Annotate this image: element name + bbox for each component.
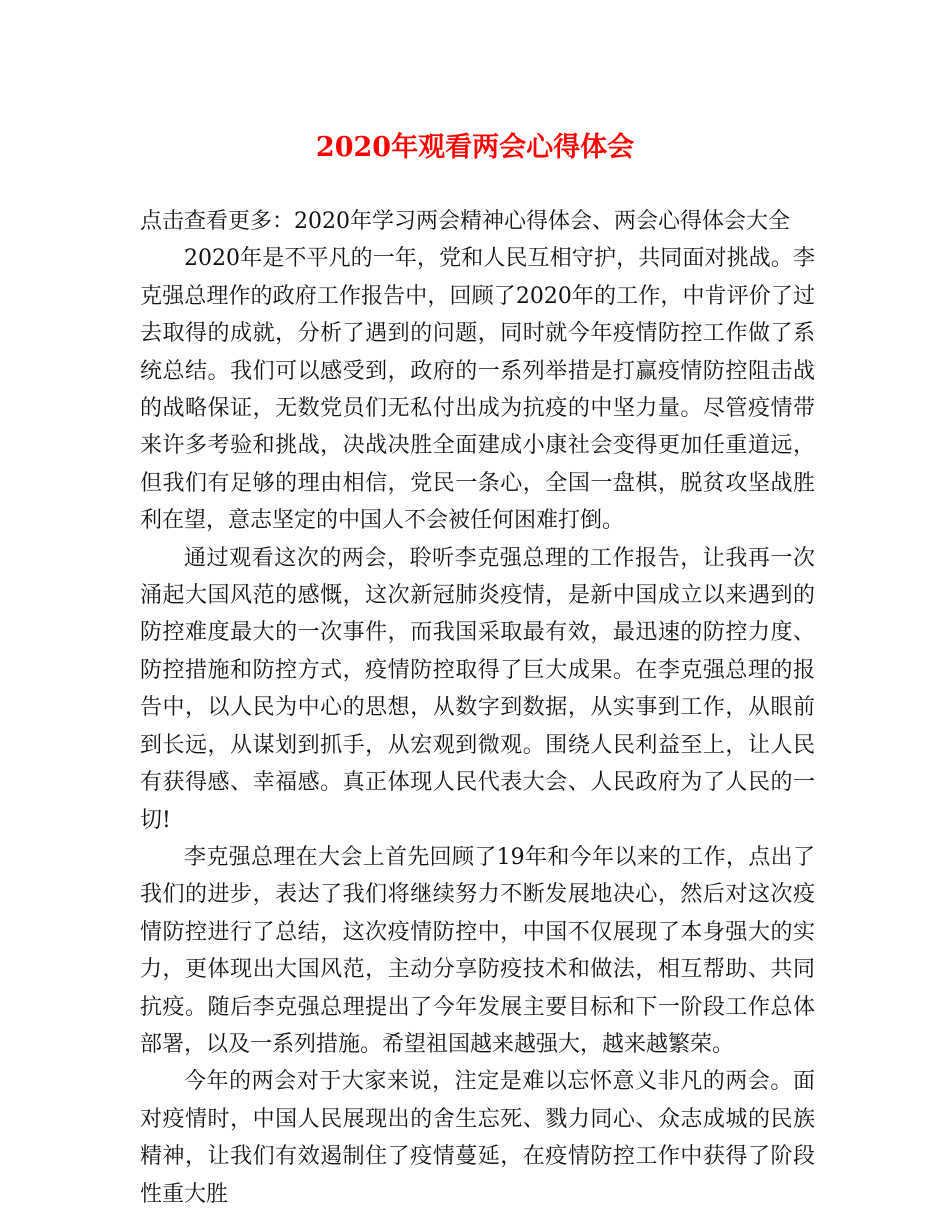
document-body bbox=[140, 203, 815, 1213]
paragraph-3: 李克强总理在大会上首先回顾了19年和今年以来的工作，点出了我们的进步，表达了我们将继续努力不断发展地决心，然后对这次疫情防控进行了总结，这次疫情防控中，中国不仅展现了本身强大的实力，更体现出大国风范，主动分享防疫技术和做法，相互帮助、共同抗疫。随后李克强总理提出了今年发展主要目标和下一阶段工作总体部署，以及一系列措施。希望祖国越来越强大，越来越繁荣。 bbox=[140, 844, 815, 1057]
intro-line: 点击查看更多：2020年学习两会精神心得体会、两会心得体会大全 bbox=[140, 209, 790, 234]
paragraph-4: 今年的两会对于大家来说，注定是难以忘怀意义非凡的两会。面对疫情时，中国人民展现出的舍生忘死、戮力同心、众志成城的民族精神，让我们有效遏制住了疫情蔓延，在疫情防控工作中获得了阶段性重大胜 bbox=[140, 1069, 815, 1207]
document-title: 2020年观看两会心得体会 bbox=[315, 132, 635, 163]
paragraph-1: 2020年是不平凡的一年，党和人民互相守护，共同面对挑战。李克强总理作的政府工作报告中，回顾了2020年的工作，中肯评价了过去取得的成就，分析了遇到的问题，同时就今年疫情防控工作做了系统总结。我们可以感受到，政府的一系列举措是打赢疫情防控阻击战的战略保证，无数党员们无私付出成为抗疫的中坚力量。尽管疫情带来许多考验和挑战，决战决胜全面建成小康社会变得更加任重道远，但我们有足够的理由相信，党民一条心，全国一盘棋，脱贫攻坚战胜利在望，意志坚定的中国人不会被任何困难打倒。 bbox=[140, 246, 815, 534]
paragraph-2: 通过观看这次的两会，聆听李克强总理的工作报告，让我再一次涌起大国风范的感慨，这次新冠肺炎疫情，是新中国成立以来遇到的防控难度最大的一次事件，而我国采取最有效，最迅速的防控力度、防控措施和防控方式，疫情防控取得了巨大成果。在李克强总理的报告中，以人民为中心的思想，从数字到数据，从实事到工作，从眼前到长远，从谋划到抓手，从宏观到微观。围绕人民利益至上，让人民有获得感、幸福感。真正体现人民代表大会、人民政府为了人民的一切! bbox=[140, 545, 815, 833]
